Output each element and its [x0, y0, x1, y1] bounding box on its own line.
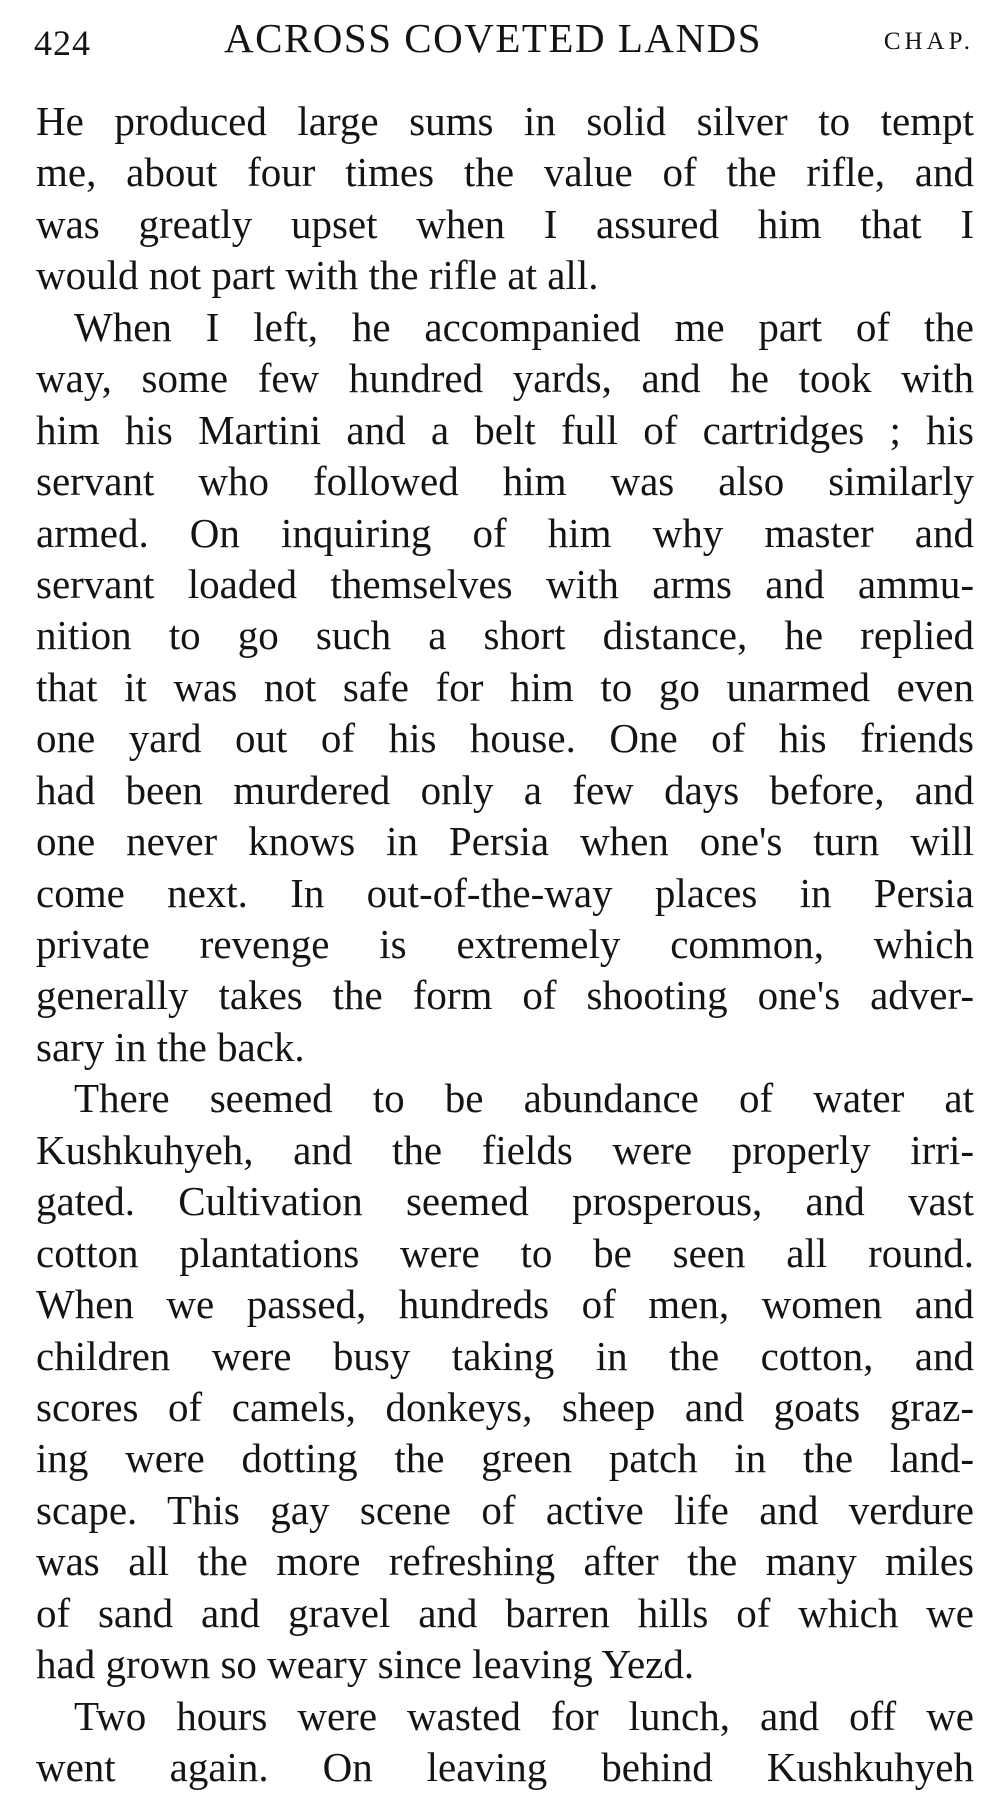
- text-line: me, about four times the value of the rifle, and: [36, 149, 974, 196]
- text-line: had grown so weary since leaving Yezd.: [36, 1641, 695, 1688]
- text-line: sary in the back.: [36, 1023, 305, 1070]
- text-line: generally takes the form of shooting one's adver-: [36, 972, 974, 1019]
- text-line: servant who followed him was also similarly: [36, 458, 974, 505]
- text-line: Kushkuhyeh, and the fields were properly irri-: [36, 1126, 974, 1173]
- text-line: come next. In out-of-the-way places in Persia: [36, 869, 974, 916]
- text-line: scores of camels, donkeys, sheep and goats graz-: [36, 1383, 974, 1430]
- text-line: of sand and gravel and barren hills of which we: [36, 1589, 974, 1636]
- text-line: cotton plantations were to be seen all round.: [36, 1229, 974, 1276]
- text-line: He produced large sums in solid silver to tempt: [36, 98, 974, 144]
- text-line: him his Martini and a belt full of cartridges ; his: [36, 406, 974, 453]
- text-line: servant loaded themselves with arms and ammu-: [36, 560, 974, 607]
- paragraph-start-line: Two hours were wasted for lunch, and off we: [74, 1692, 974, 1739]
- text-line: armed. On inquiring of him why master and: [36, 509, 974, 556]
- text-line: When we passed, hundreds of men, women and: [36, 1281, 974, 1328]
- text-line: one yard out of his house. One of his friends: [36, 715, 974, 762]
- chapter-mark: CHAP.: [883, 28, 974, 55]
- text-line: that it was not safe for him to go unarmed even: [36, 663, 974, 710]
- text-line: ing were dotting the green patch in the land-: [36, 1435, 974, 1482]
- text-line: had been murdered only a few days before, and: [36, 766, 974, 813]
- text-line: was greatly upset when I assured him that I: [36, 200, 974, 247]
- text-line: way, some few hundred yards, and he took with: [36, 355, 974, 402]
- book-title: ACROSS COVETED LANDS: [224, 15, 762, 61]
- paragraph-start-line: When I left, he accompanied me part of the: [74, 303, 974, 350]
- paragraph-start-line: There seemed to be abundance of water at: [74, 1075, 974, 1122]
- text-line: was all the more refreshing after the many miles: [36, 1538, 974, 1585]
- text-line: would not part with the rifle at all.: [36, 252, 599, 299]
- text-line: one never knows in Persia when one's turn will: [36, 818, 974, 865]
- page-number: 424: [34, 23, 91, 63]
- text-line: children were busy taking in the cotton, and: [36, 1332, 974, 1379]
- text-line: private revenge is extremely common, which: [36, 921, 974, 967]
- text-line: scape. This gay scene of active life and verdure: [36, 1486, 974, 1533]
- running-head: [34, 10, 978, 70]
- text-line: went again. On leaving behind Kushkuhyeh: [36, 1744, 974, 1790]
- body-text: [36, 96, 974, 1793]
- text-line: gated. Cultivation seemed prosperous, and vast: [36, 1178, 974, 1225]
- text-line: nition to go such a short distance, he replied: [36, 612, 974, 659]
